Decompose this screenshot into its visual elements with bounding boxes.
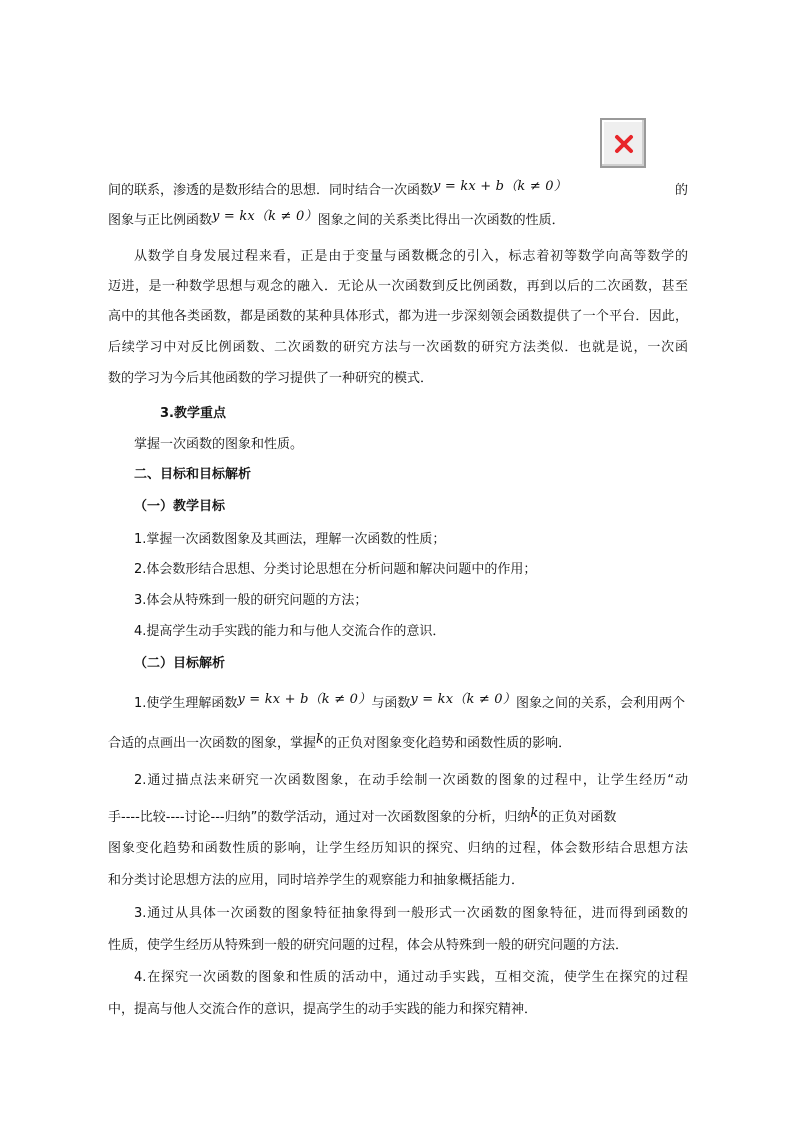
variable-k: k [530,806,539,821]
analysis-text: 手----比较----讨论---归纳”的数学活动，通过对一次函数图象的分析，归纳 [108,810,531,825]
equation-linear: y = kx + b（k ≠ 0） [237,692,372,707]
broken-image-placeholder [600,118,646,168]
section-heading-teaching-focus: 3.教学重点 [160,406,226,421]
equation-linear: y = kx + b（k ≠ 0） [433,179,567,194]
analysis-p1-line2 [108,733,688,755]
goal-item: 2.体会数形结合思想、分类讨论思想在分析问题和解决问题中的作用； [134,562,537,577]
analysis-p1-line1 [134,693,688,715]
analysis-p2-line4: 和分类讨论思想方法的应用，同时培养学生的观察能力和抽象概括能力． [108,873,525,888]
analysis-p2-line3: 图象变化趋势和函数性质的影响，让学生经历知识的探究、归纳的过程，体会数形结合思想方法 [108,841,688,856]
analysis-text: 的正负对函数 [538,810,617,825]
analysis-text: 1.使学生理解函数 [134,696,238,711]
analysis-text: 的正负对图象变化趋势和函数性质的影响． [324,736,572,751]
intro-text: 图象之间的关系类比得出一次函数的性质． [317,213,565,228]
equation-proportional: y = kx（k ≠ 0） [410,692,516,707]
paragraph-line: 高中的其他各类函数，都是函数的某种具体形式，都为进一步深刻领会函数提供了一个平台．因此， [108,309,688,324]
analysis-p3-line2: 性质，使学生经历从特殊到一般的研究问题的过程，体会从特殊到一般的研究问题的方法． [108,938,629,953]
intro-text: 间的联系，渗透的是数形结合的思想．同时结合一次函数 [108,183,434,198]
paragraph-line: 迈进，是一种数学思想与观念的融入．无论从一次函数到反比例函数，再到以后的二次函数，甚至 [108,279,688,294]
subsection-heading-goal-analysis: （二）目标解析 [134,656,226,671]
goal-item: 4.提高学生动手实践的能力和与他人交流合作的意识． [134,624,446,639]
intro-line-2 [108,210,688,232]
analysis-p2-line1: 2.通过描点法来研究一次函数图象，在动手绘制一次函数的图象的过程中，让学生经历“动 [134,773,688,788]
analysis-text: 合适的点画出一次函数的图象，掌握 [108,736,317,751]
analysis-p2-line2 [108,807,688,829]
variable-k: k [316,732,325,747]
intro-line-end: 的 [674,183,688,198]
intro-text: 图象与正比例函数 [108,213,213,228]
intro-line-1 [108,180,688,202]
analysis-p4-line2: 中，提高与他人交流合作的意识，提高学生的动手实践的能力和探究精神． [108,1002,538,1017]
paragraph-line: 数的学习为今后其他函数的学习提供了一种研究的模式． [108,371,434,386]
goal-item: 3.体会从特殊到一般的研究问题的方法； [134,593,368,608]
analysis-p4-line1: 4.在探究一次函数的图象和性质的活动中，通过动手实践，互相交流，使学生在探究的过程 [134,970,688,985]
teaching-focus-text: 掌握一次函数的图象和性质。 [134,437,304,452]
analysis-p3-line1: 3.通过从具体一次函数的图象特征抽象得到一般形式一次函数的图象特征，进而得到函数的 [134,906,688,921]
section-heading-goals: 二、目标和目标解析 [134,467,252,482]
subsection-heading-teaching-goals: （一）教学目标 [134,499,226,514]
paragraph-line: 从数学自身发展过程来看，正是由于变量与函数概念的引入，标志着初等数学向高等数学的 [134,249,688,264]
broken-image-red-x-icon [614,134,634,154]
equation-proportional: y = kx（k ≠ 0） [212,209,318,224]
analysis-text: 图象之间的关系，会利用两个 [515,696,685,711]
analysis-text: 与函数 [371,696,411,711]
paragraph-line: 后续学习中对反比例函数、二次函数的研究方法与一次函数的研究方法类似．也就是说，一次函 [108,340,688,355]
goal-item: 1.掌握一次函数图象及其画法，理解一次函数的性质； [134,532,446,547]
